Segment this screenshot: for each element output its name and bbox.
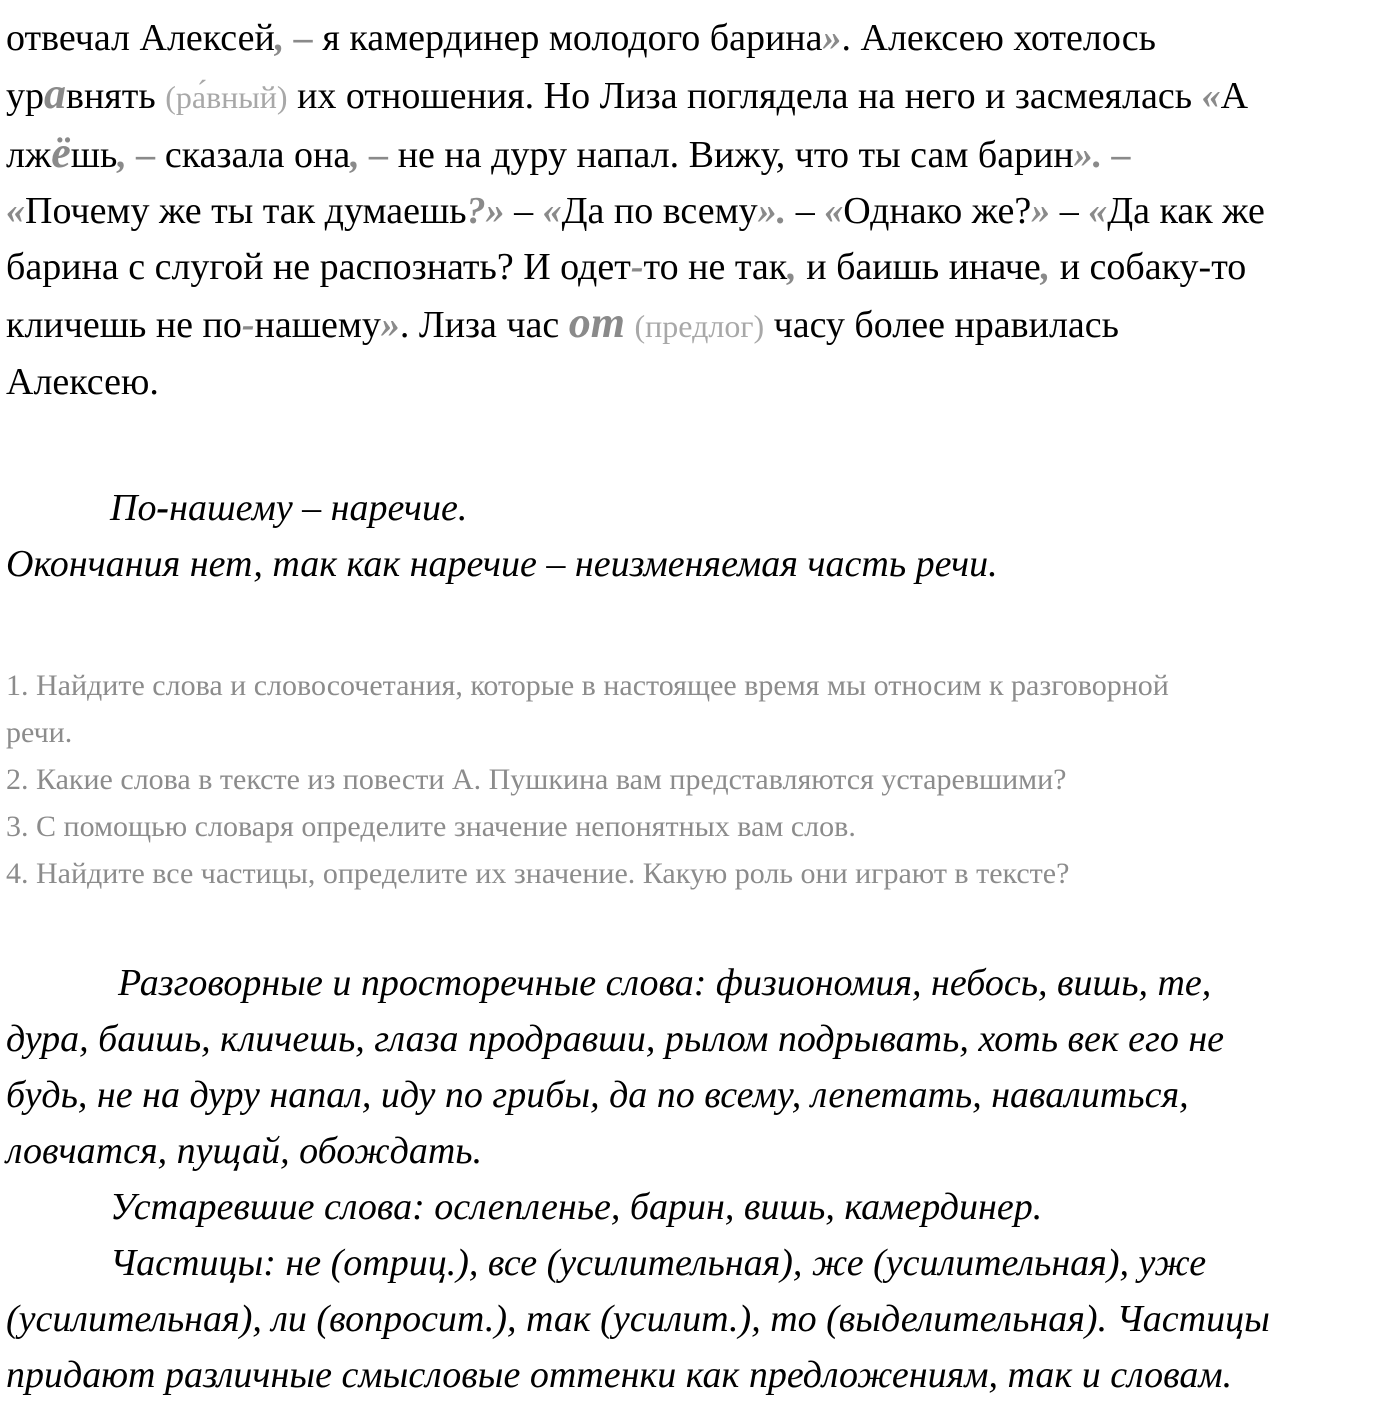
question-line: 3. С помощью словаря определите значение непонятных вам слов. [6,810,856,843]
answer-line: (усилительная), ли (вопросит.), так (усилит.), то (выделительная). Частицы [6,1298,1270,1340]
punctuation-mark: » [380,304,400,346]
highlighted-vowel: а [44,69,66,118]
answer-line: Разговорные и просторечные слова: физиономия, небось, вишь, те, [118,962,1212,1004]
question-line: 4. Найдите все частицы, определите их значение. Какую роль они играют в тексте? [6,857,1070,890]
answer-line: Частицы: не (отриц.), все (усилительная), же (усилительная), уже [110,1242,1207,1284]
punctuation-mark: « [1088,190,1108,232]
excerpt-line-5: барина с слугой не распознать? И одет-то не так, и баишь иначе, и собаку-то [6,246,1247,288]
punctuation-mark: ». – [1073,134,1131,176]
highlighted-vowel: ё [51,128,71,177]
punctuation-mark: , [787,246,797,288]
highlighted-preposition: от [568,298,625,347]
question-line: речи. [6,716,73,749]
excerpt-line-1: отвечал Алексей, – я камердинер молодого барина». Алексею хотелось [6,17,1157,59]
question-line: 2. Какие слова в тексте из повести А. Пушкина вам представляются устаревшими? [6,763,1067,796]
pushkin-excerpt [6,10,1398,410]
excerpt-line-7: Алексею. [6,361,159,403]
punctuation-mark: ». [757,190,787,232]
punctuation-mark: « [542,190,562,232]
questions-list [6,662,1398,897]
punctuation-mark: » [1031,190,1051,232]
punctuation-mark: » [822,17,842,59]
question-line: 1. Найдите слова и словосочетания, которые в настоящее время мы относим к разговорной [6,669,1169,702]
punctuation-mark: , – [274,17,323,59]
punctuation-mark: - [241,304,255,346]
check-word-note: (ра́вный) [165,79,288,115]
punctuation-mark: , – [117,134,165,176]
answer-line: будь, не на дуру напал, иду по грибы, да по всему, лепетать, навалиться, [6,1074,1189,1116]
part-of-speech-note: (предлог) [634,308,765,344]
punctuation-mark: - [630,246,644,288]
excerpt-line-2: уравнять (ра́вный) их отношения. Но Лиза поглядела на него и засмеялась «А [6,69,1249,118]
answer-line: дура, баишь, кличешь, глаза продравши, рылом подрывать, хоть век его не [6,1018,1225,1060]
answer-line: Устаревшие слова: ослепленье, барин, вишь, камердинер. [110,1186,1043,1228]
document-page [6,10,1398,1403]
punctuation-mark: , – [350,134,398,176]
excerpt-line-3: лжёшь, – сказала она, – не на дуру напал. Вижу, что ты сам барин». – [6,128,1131,177]
word-analysis [6,480,1398,592]
excerpt-line-6: кличешь не по-нашему». Лиза час от (предлог) часу более нравилась [6,298,1119,347]
punctuation-mark: « [824,190,844,232]
punctuation-mark: ?» [466,190,505,232]
answer-line: придают различные смысловые оттенки как предложениям, так и словам. [6,1354,1233,1396]
answers-block [6,955,1398,1403]
punctuation-mark: , [1040,246,1051,288]
punctuation-mark: « [1201,75,1221,117]
answer-line: ловчатся, пущай, обождать. [6,1130,483,1172]
excerpt-line-4: «Почему же ты так думаешь?» – «Да по всему». – «Однако же?» – «Да как же [6,190,1265,232]
punctuation-mark: « [6,190,25,232]
hyphen-mark: - [156,487,170,529]
analysis-line-1: По-нашему – наречие. [110,487,468,529]
analysis-line-2: Окончания нет, так как наречие – неизменяемая часть речи. [6,543,998,585]
